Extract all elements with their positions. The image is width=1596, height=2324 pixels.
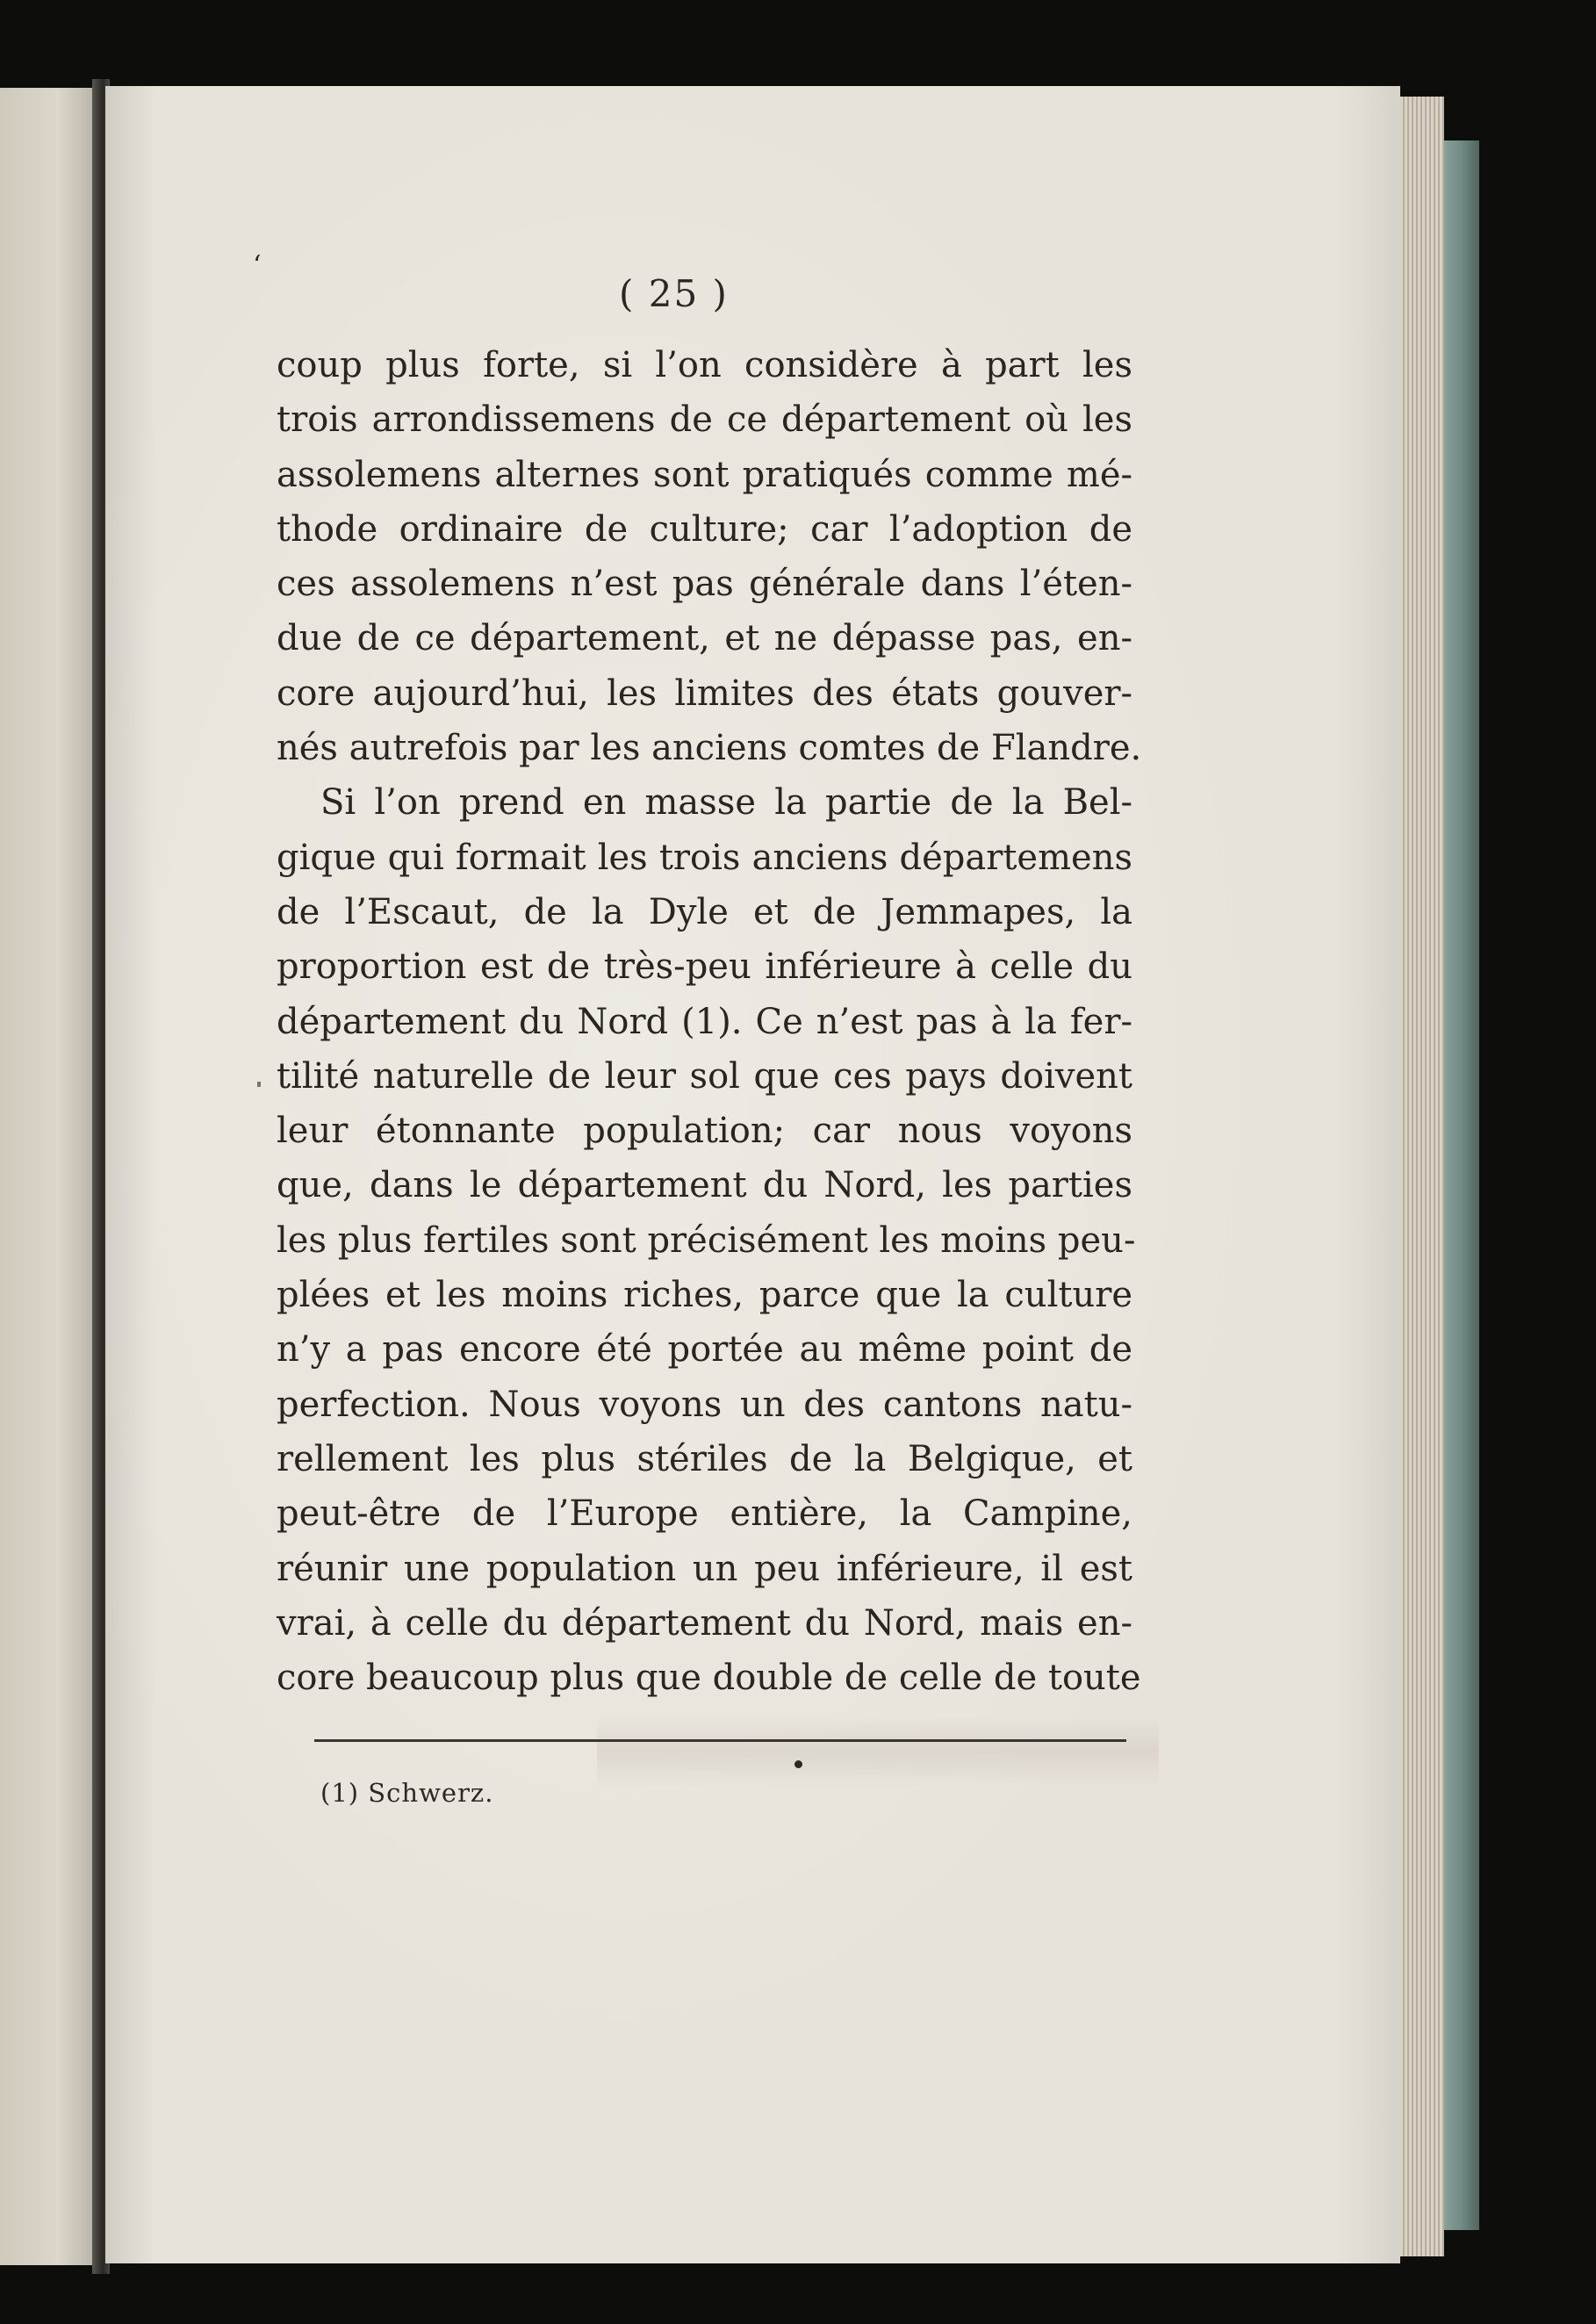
text-line: n’y a pas encore été portée au même point de [277, 1329, 1132, 1371]
corner-mark: ‘ [253, 250, 262, 281]
text-line: tilité naturelle de leur sol que ces pays doivent [277, 1055, 1132, 1097]
text-line: core beaucoup plus que double de celle de toute [277, 1658, 1141, 1699]
ink-dot [794, 1760, 802, 1768]
text-line: core aujourd’hui, les limites des états gouver- [277, 673, 1132, 714]
text-line: plées et les moins riches, parce que la culture [277, 1275, 1132, 1316]
text-line: les plus fertiles sont précisément les moins peu- [277, 1220, 1136, 1261]
text-line: trois arrondissemens de ce département où les [277, 399, 1132, 441]
text-line: coup plus forte, si l’on considère à part les [277, 345, 1132, 385]
book-cover-edge [1444, 140, 1479, 2230]
text-line: due de ce département, et ne dépasse pas, en- [277, 618, 1132, 659]
text-line: de l’Escaut, de la Dyle et de Jemmapes, la [277, 891, 1132, 932]
footnote-rule [314, 1739, 1126, 1742]
text-line: gique qui formait les trois anciens départemens [277, 837, 1132, 878]
text-line: nés autrefois par les anciens comtes de Flandre. [277, 728, 1142, 769]
text-line: perfection. Nous voyons un des cantons natu- [277, 1384, 1132, 1425]
text-line: ces assolemens n’est pas générale dans l’éten- [277, 564, 1132, 605]
text-line: thode ordinaire de culture; car l’adoption de [277, 508, 1132, 550]
text-line: leur étonnante population; car nous voyons [277, 1111, 1132, 1152]
left-page-edge [0, 88, 105, 2265]
text-line: vrai, à celle du département du Nord, mais en- [277, 1602, 1132, 1644]
body-text [277, 338, 1142, 1705]
text-line: proportion est de très-peu inférieure à celle du [277, 946, 1132, 988]
show-through-bleed [597, 1716, 1159, 1787]
footnote: (1) Schwerz. [320, 1778, 494, 1808]
text-line: que, dans le département du Nord, les parties [277, 1165, 1132, 1206]
text-line: réunir une population un peu inférieure, il est [277, 1548, 1132, 1589]
text-line: département du Nord (1). Ce n’est pas à la fer- [277, 1001, 1132, 1042]
text-line: rellement les plus stériles de la Belgique, et [277, 1438, 1132, 1479]
page-stack-edges [1400, 97, 1444, 2256]
text-line: Si l’on prend en masse la partie de la Bel- [320, 782, 1132, 824]
page-number: ( 25 ) [619, 272, 729, 315]
margin-mark [257, 1082, 261, 1087]
text-line: peut-être de l’Europe entière, la Campine, [277, 1493, 1132, 1535]
text-line: assolemens alternes sont pratiqués comme mé- [277, 454, 1132, 495]
